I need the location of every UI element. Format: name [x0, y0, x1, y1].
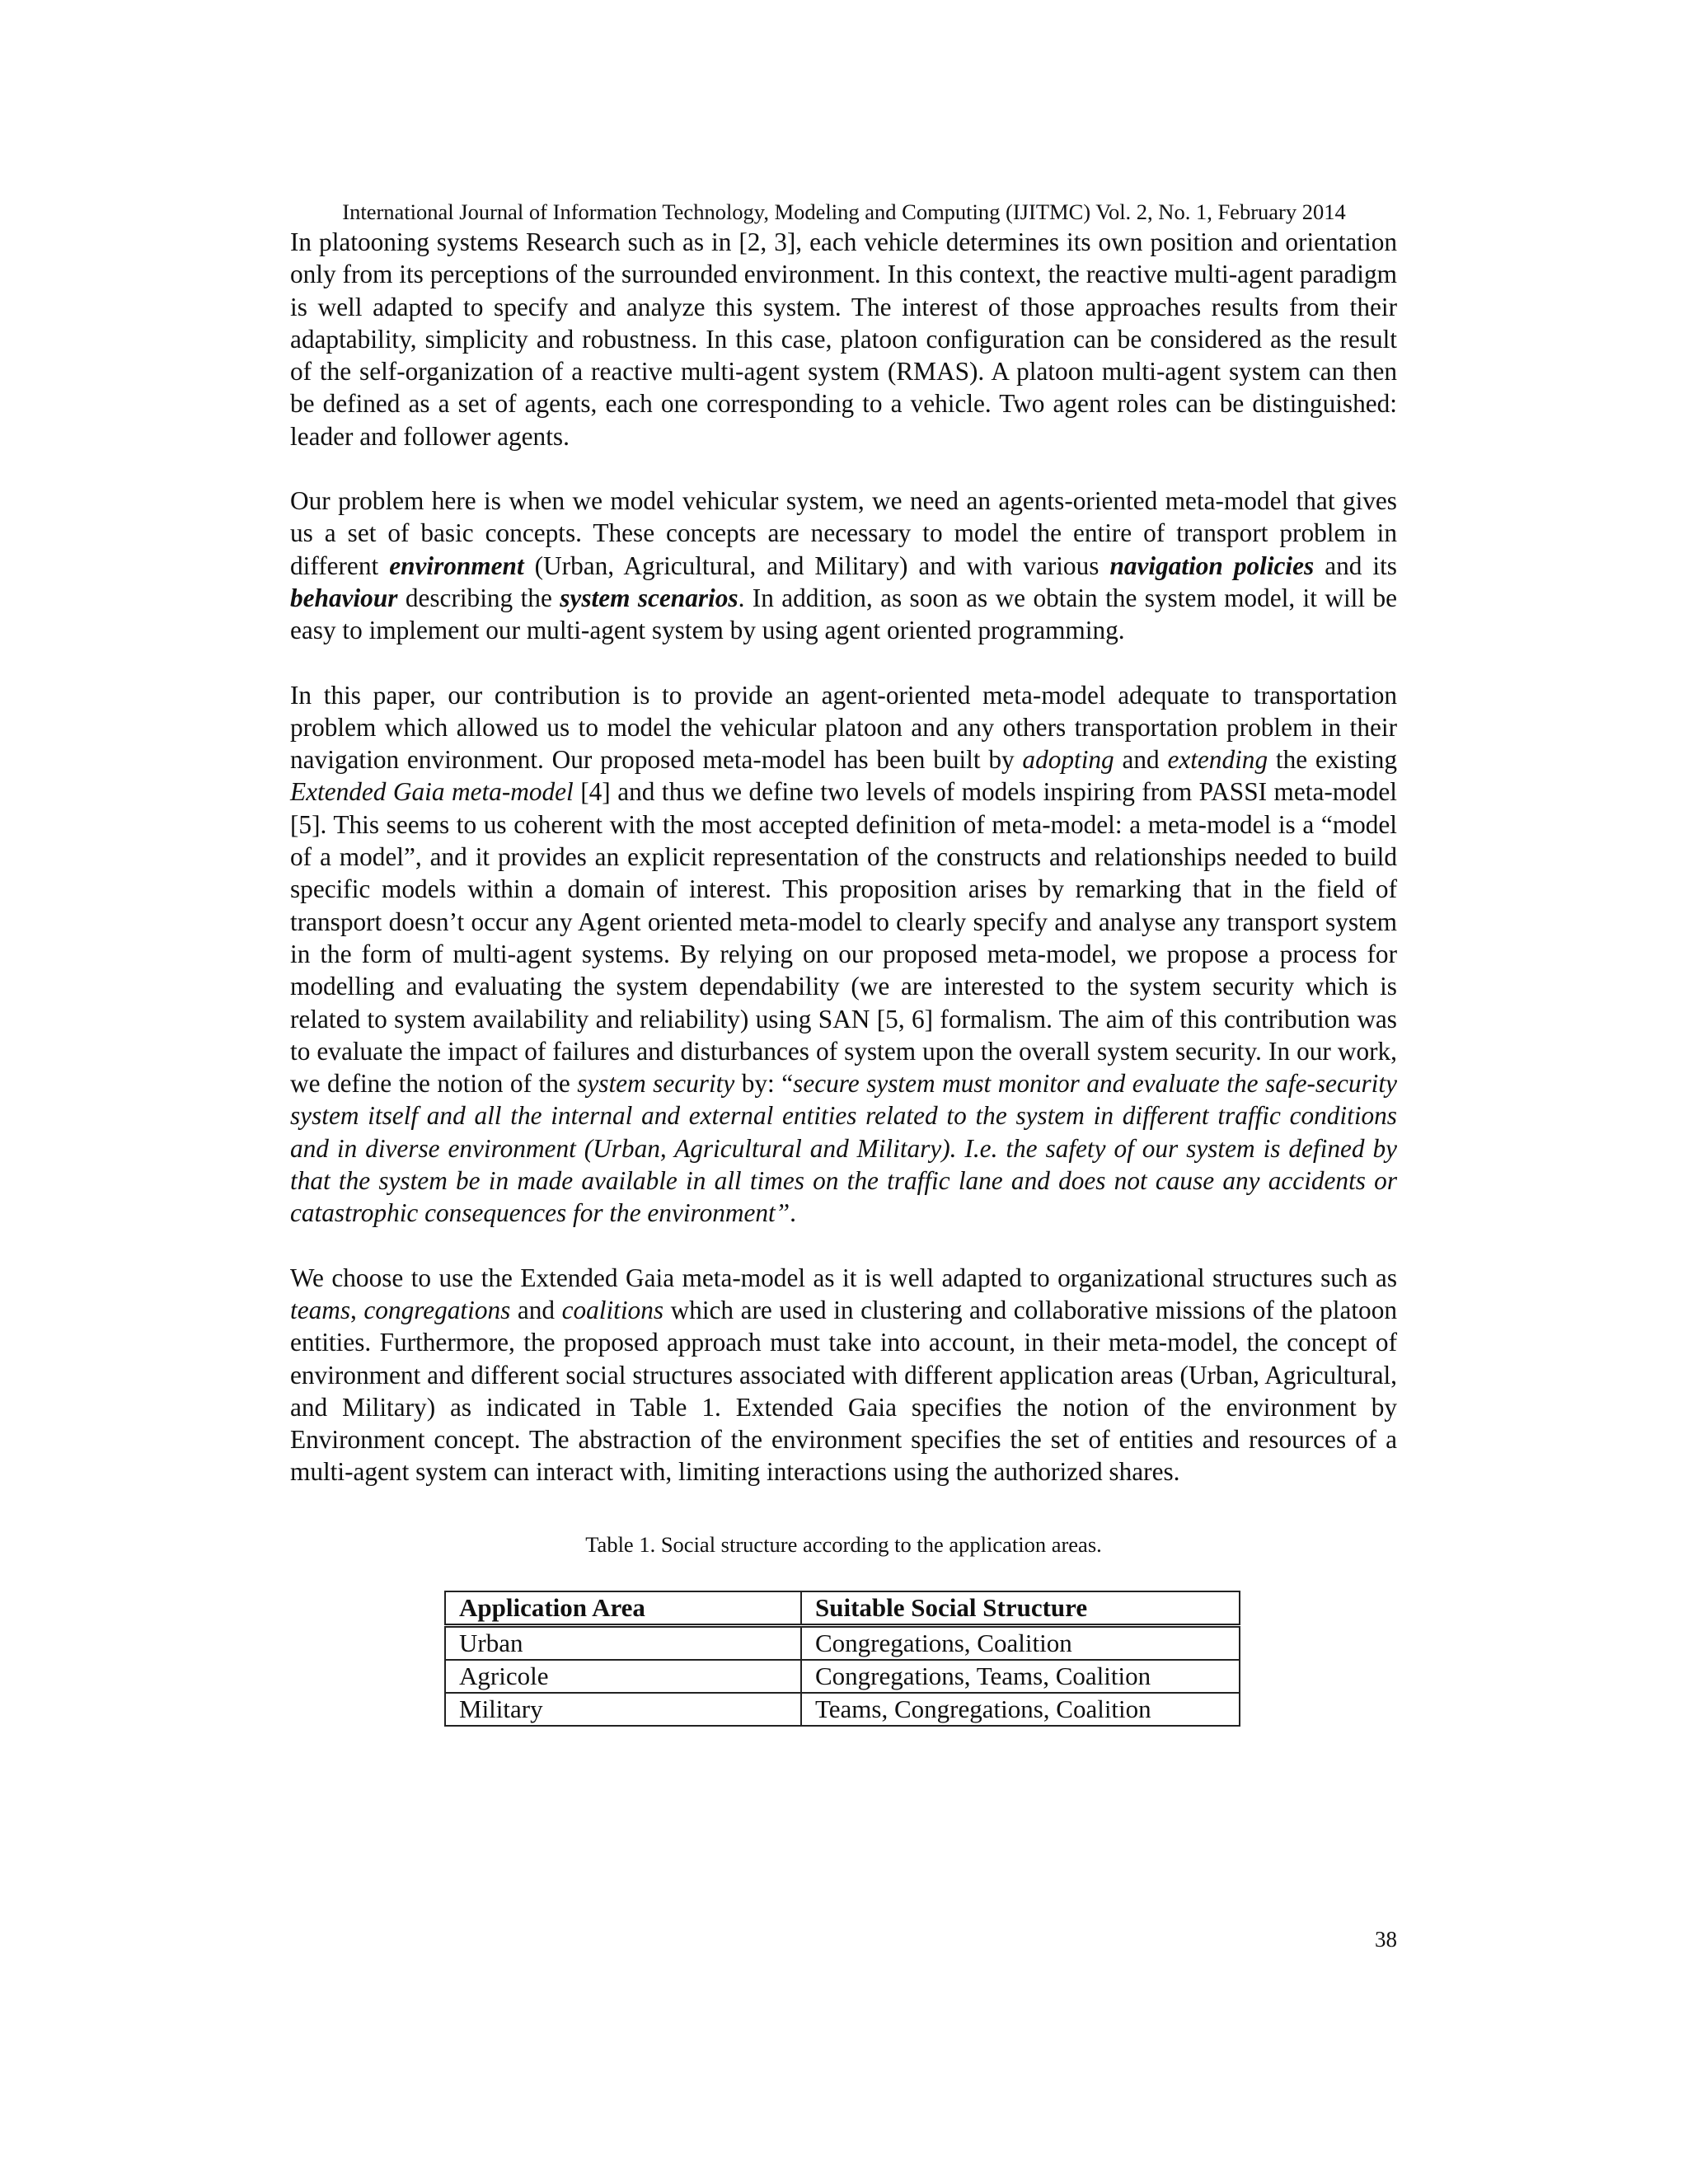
text-run: describing the	[397, 583, 560, 612]
page-number: 38	[1375, 1927, 1397, 1952]
text-run: ,	[350, 1295, 364, 1324]
paragraph-platooning: In platooning systems Research such as in [2, 3], each vehicle determines its own position and orientation only from its perceptions of the surrounded environment. In this context, the reactive multi-agent paradigm is well adapted to specify and analyze this system. The interest of those approaches results from their adaptability, simplicity and robustness. In this case, platoon configuration can be considered as the result of the self-organization of a reactive multi-agent system (RMAS). A platoon multi-agent system can then be defined as a set of agents, each one corresponding to a vehicle. Two agent roles can be distinguished: leader and follower agents.	[290, 227, 1397, 451]
emphasis-navigation-policies: navigation policies	[1109, 551, 1315, 580]
text-run: Our problem here is when we model vehicular system, we need an agents-oriented meta-model that gives us a set of basic concepts. These concepts are necessary to model the entire of transport problem in different	[290, 486, 1397, 580]
table-cell: Congregations, Teams, Coalition	[801, 1660, 1240, 1693]
text-run: which are used in clustering and collaborative missions of the platoon entities. Furthermore, the proposed approach must take into account, in their meta-model, the concept of environment and different social structures associated with different application areas (Urban, Agricultural, and Military) as indicated in Table 1. Extended Gaia specifies the notion of the environment by Environment concept. The abstraction of the environment specifies the set of entities and resources of a multi-agent system can interact with, limiting interactions using the authorized shares.	[290, 1295, 1397, 1487]
table-row	[445, 1625, 1240, 1660]
table-caption: Table 1. Social structure according to the application areas.	[585, 1531, 1102, 1557]
emphasis-environment: environment	[389, 551, 524, 580]
social-structure-table	[444, 1591, 1240, 1727]
text-run: and	[1114, 745, 1168, 775]
paragraph-problem	[290, 485, 1397, 646]
text-run: (Urban, Agricultural, and Military) and with various	[523, 551, 1110, 580]
table-header-row	[445, 1591, 1240, 1626]
paragraph-extended-gaia	[290, 1262, 1397, 1488]
italic-congregations: congregations	[363, 1295, 511, 1324]
italic-system-security: system security	[577, 1069, 735, 1099]
text-run: and	[510, 1295, 562, 1324]
text-run: We choose to use the Extended Gaia meta-model as it is well adapted to organizational structures such as	[290, 1263, 1397, 1292]
italic-teams: teams	[290, 1295, 351, 1324]
table-cell: Teams, Congregations, Coalition	[801, 1693, 1240, 1726]
table-cell: Congregations, Coalition	[801, 1625, 1240, 1660]
emphasis-behaviour: behaviour	[290, 583, 398, 612]
column-header: Suitable Social Structure	[801, 1591, 1240, 1626]
italic-extended-gaia: Extended Gaia meta-model	[290, 777, 574, 807]
emphasis-system-scenarios: system scenarios	[560, 583, 738, 612]
table-row	[445, 1693, 1240, 1726]
italic-coalitions: coalitions	[561, 1295, 664, 1324]
page-body	[290, 226, 1397, 1727]
column-header: Application Area	[445, 1591, 801, 1626]
italic-adopting: adopting	[1022, 745, 1114, 775]
table-cell: Agricole	[445, 1660, 801, 1693]
text-run: In this paper, our contribution is to provide an agent-oriented meta-model adequate to transportation problem which allowed us to model the vehicular platoon and any others transportation problem in their navigation environment. Our proposed meta-model has been built by	[290, 680, 1397, 775]
italic-extending: extending	[1167, 745, 1268, 775]
italic-definition-quote: secure system must monitor and evaluate the safe-security system itself and all the internal and external entities related to the system in different traffic conditions and in diverse environment (Urban, Agricultural and Military). I.e. the safety of our system is defined by that the system be in made available in all times on the traffic lane and does not cause any accidents or catastrophic consequences for the environment”	[290, 1069, 1397, 1228]
table-cell: Urban	[445, 1625, 801, 1660]
paragraph-contribution	[290, 679, 1397, 1230]
text-run: and its	[1314, 551, 1397, 580]
text-run: [4] and thus we define two levels of models inspiring from PASSI meta-model [5]. This seems to us coherent with the most accepted definition of meta-model: a meta-model is a “model of a model”, and it provides an explicit representation of the constructs and relationships needed to build specific models within a domain of interest. This proposition arises by remarking that in the field of transport doesn’t occur any Agent oriented meta-model to clearly specify and analyse any transport system in the form of multi-agent systems. By relying on our proposed meta-model, we propose a process for modelling and evaluating the system dependability (we are interested to the system security which is related to system availability and reliability) using SAN [5, 6] formalism. The aim of this contribution was to evaluate the impact of failures and disturbances of system upon the overall system security. In our work, we define the notion of the	[290, 777, 1397, 1099]
table-row	[445, 1660, 1240, 1693]
text-run: . In addition, as soon as we obtain the system model, it will be easy to implement our multi-agent system by using agent oriented programming.	[290, 583, 1397, 645]
table-cell: Military	[445, 1693, 801, 1726]
journal-header: International Journal of Information Technology, Modeling and Computing (IJITMC) Vol. 2, No. 1, February 2014	[342, 199, 1346, 224]
text-run: .	[790, 1198, 796, 1228]
text-run: by: “	[734, 1069, 794, 1099]
text-run: the existing	[1268, 745, 1397, 775]
